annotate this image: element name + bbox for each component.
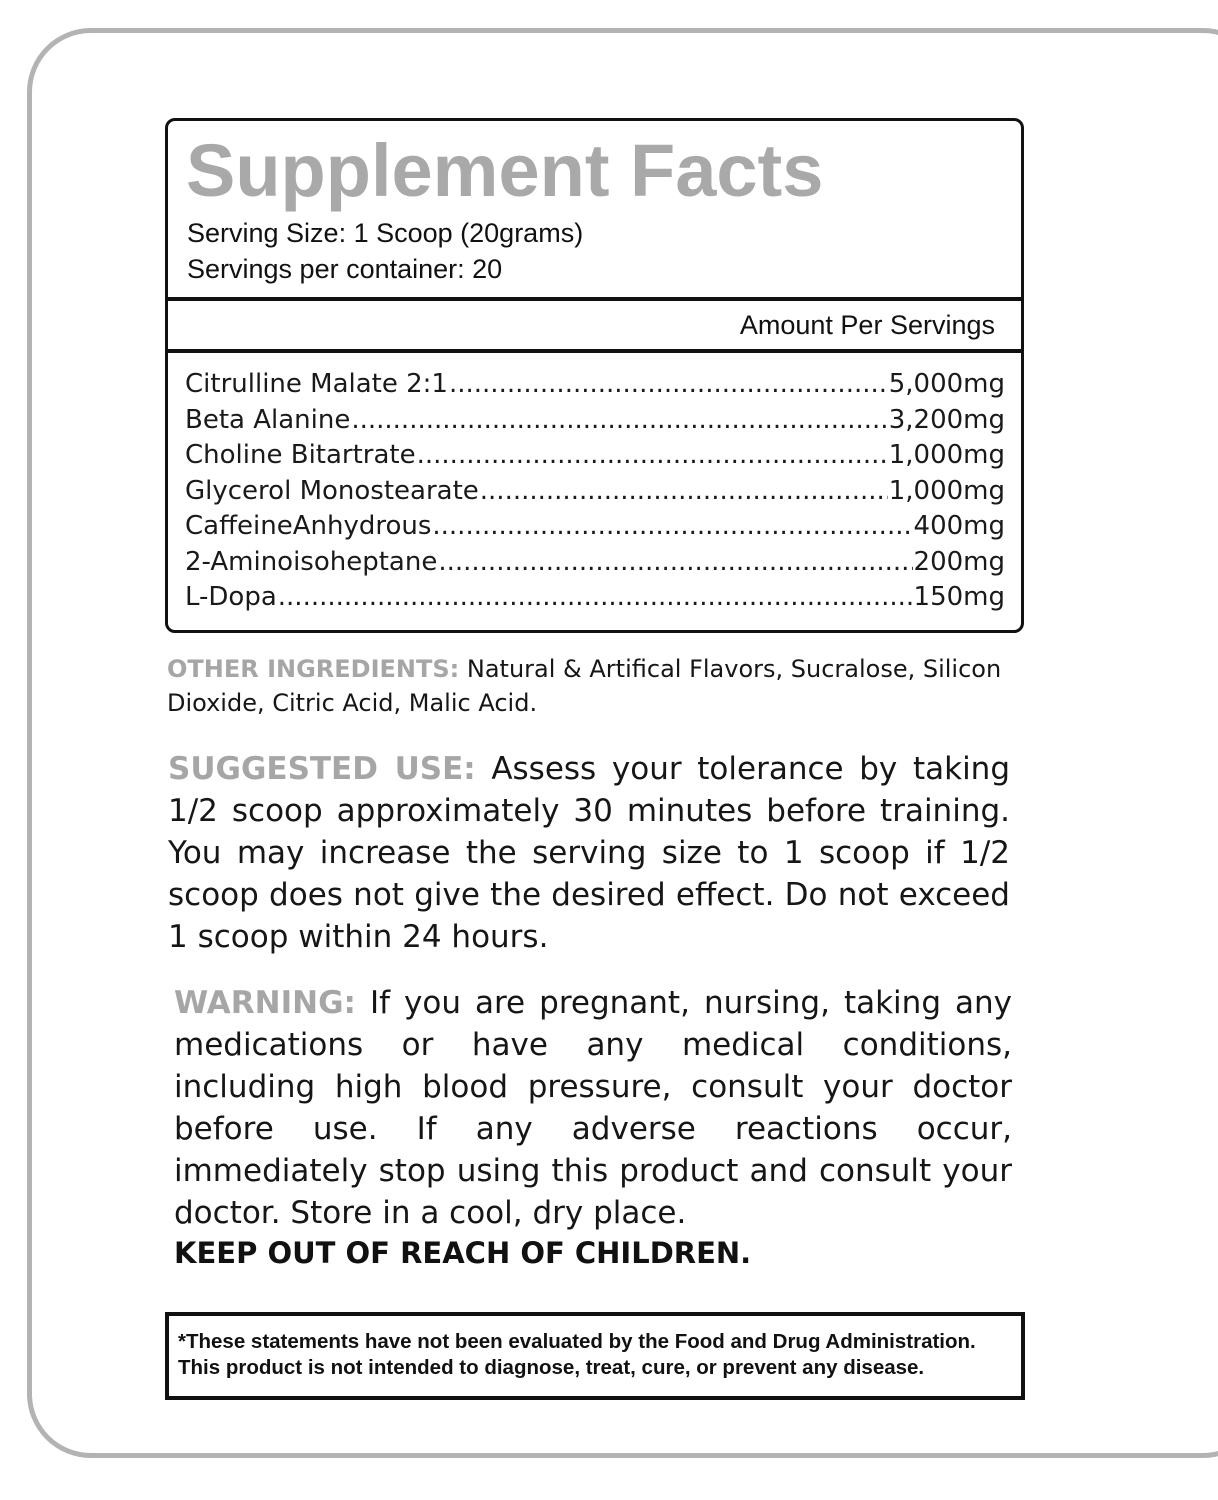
ingredient-name: CaffeineAnhydrous: [185, 511, 432, 541]
serving-size: Serving Size: 1 Scoop (20grams): [187, 218, 584, 248]
other-ingredients-text: Natural & Artifical Flavors, Sucralose, Silicon Dioxide, Citric Acid, Malic Acid.: [167, 655, 1002, 717]
other-ingredients: [167, 652, 1027, 720]
suggested-use: [168, 748, 1010, 958]
amount-per-serving-header: Amount Per Servings: [739, 310, 995, 340]
dot-leader: [480, 474, 888, 509]
keep-out-of-reach-notice: KEEP OUT OF REACH OF CHILDREN.: [174, 1236, 752, 1270]
ingredient-row: [185, 509, 1005, 545]
ingredient-row: [185, 403, 1005, 439]
dot-leader: [278, 580, 913, 615]
supplement-facts-panel: [165, 118, 1024, 633]
ingredient-name: Citrulline Malate 2:1: [185, 369, 448, 399]
ingredient-list: [185, 367, 1005, 616]
ingredient-amount: 3,200mg: [888, 404, 1005, 435]
ingredient-row: [185, 474, 1005, 510]
ingredient-amount: 400mg: [913, 511, 1005, 541]
facts-divider-top: [168, 297, 1021, 301]
ingredient-name: Glycerol Monostearate: [185, 475, 479, 506]
ingredient-row: [185, 438, 1005, 474]
ingredient-name: Beta Alanine: [185, 404, 351, 435]
ingredient-amount: 200mg: [913, 546, 1005, 577]
dot-leader: [417, 438, 888, 473]
ingredient-amount: 5,000mg: [888, 369, 1005, 399]
other-ingredients-label: OTHER INGREDIENTS:: [167, 655, 460, 683]
dot-leader: [432, 509, 912, 544]
dot-leader: [351, 403, 887, 438]
suggested-use-text: Assess your tolerance by taking 1/2 scoop approximately 30 minutes before training. You may increase the serving size to 1 scoop if 1/2 scoop does not give the desired effect. Do not exceed 1 scoop within 24 hours.: [168, 751, 1011, 955]
ingredient-row: [185, 367, 1005, 403]
fda-disclaimer-box: [165, 1312, 1025, 1400]
disclaimer-line: This product is not intended to diagnose, treat, cure, or prevent any disease.: [178, 1356, 925, 1379]
ingredient-name: Choline Bitartrate: [185, 440, 416, 470]
dot-leader: [438, 545, 912, 580]
suggested-use-label: SUGGESTED USE:: [168, 751, 476, 787]
warning-label: WARNING:: [174, 985, 356, 1021]
servings-per-container: Servings per container: 20: [187, 254, 503, 284]
ingredient-row: [185, 580, 1005, 616]
facts-divider-bottom: [168, 349, 1021, 353]
dot-leader: [449, 367, 888, 402]
ingredient-name: 2-Aminoisoheptane: [185, 546, 438, 577]
warning-text: If you are pregnant, nursing, taking any medications or have any medical conditions, including high blood pressure, consult your doctor before use. If any adverse reactions occur, immediately stop using this product and consult your doctor. Store in a cool, dry place.: [174, 985, 1012, 1231]
ingredient-amount: 1,000mg: [888, 440, 1005, 470]
ingredient-row: [185, 545, 1005, 581]
warning: [174, 982, 1012, 1234]
disclaimer-line: *These statements have not been evaluated by the Food and Drug Administration.: [178, 1330, 976, 1353]
ingredient-name: L-Dopa: [185, 582, 277, 612]
ingredient-amount: 150mg: [913, 582, 1005, 612]
facts-title: Supplement Facts: [186, 129, 824, 212]
ingredient-amount: 1,000mg: [888, 475, 1005, 506]
